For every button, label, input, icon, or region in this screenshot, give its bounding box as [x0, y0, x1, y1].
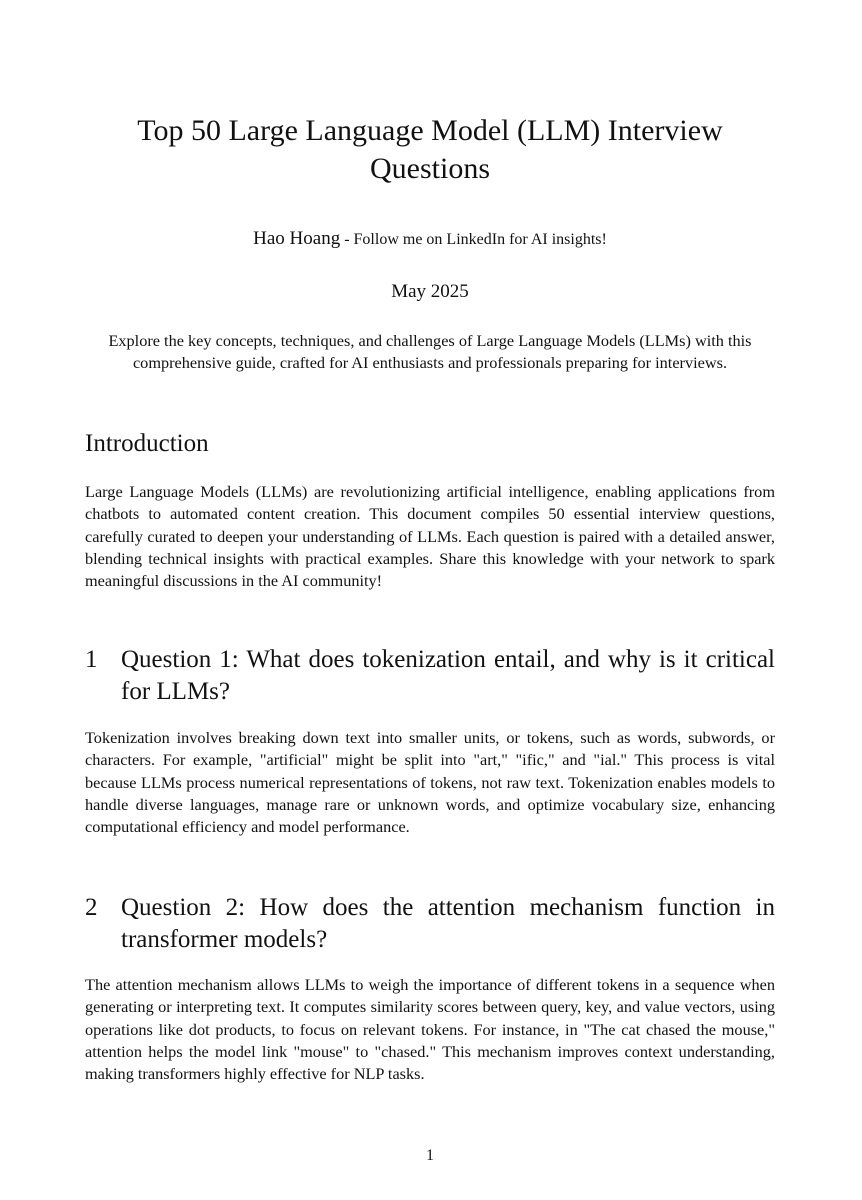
introduction-heading-text: Introduction	[85, 430, 209, 457]
section-body-1: Tokenization involves breaking down text into smaller units, or tokens, such as words, subwords, or characters. For example, "artificial" might be split into "art," "ific," and "ial." This process is vital because LLMs process numerical representations of tokens, not raw text. Tokenization enables models to handle diverse languages, manage rare or unknown words, and optimize vocabulary size, enhancing computational efficiency and model performance.	[85, 728, 775, 837]
author-name: Hao Hoang	[253, 228, 341, 249]
author-separator: -	[340, 231, 354, 248]
section-heading-2	[85, 892, 775, 956]
section-heading-1	[85, 644, 775, 708]
section-body-2: The attention mechanism allows LLMs to weigh the importance of different tokens in a sequence when generating or interpreting text. It computes similarity scores between query, key, and value vectors, using operations like dot products, to focus on relevant tokens. For instance, in "The cat chased the mouse," attention helps the model link "mouse" to "chased." This mechanism improves context understanding, making transformers highly effective for NLP tasks.	[85, 975, 775, 1084]
document-title: Top 50 Large Language Model (LLM) Interview Questions	[137, 114, 723, 185]
section-number: 2	[85, 894, 98, 921]
section-heading-text: Question 1: What does tokenization entail, and why is it critical for LLMs?	[121, 646, 775, 705]
author-line	[85, 228, 775, 250]
section-heading-text: Question 2: How does the attention mechanism function in transformer models?	[121, 894, 775, 953]
page-number: 1	[426, 1147, 434, 1164]
document-date: May 2025	[391, 281, 469, 302]
section-number: 1	[85, 646, 98, 673]
author-tagline: Follow me on LinkedIn for AI insights!	[353, 231, 607, 248]
abstract: Explore the key concepts, techniques, and challenges of Large Language Models (LLMs) with this comprehensive guide, crafted for AI enthusiasts and professionals preparing for interviews.	[108, 331, 752, 372]
introduction-heading	[85, 428, 775, 460]
introduction-body: Large Language Models (LLMs) are revolutionizing artificial intelligence, enabling applications from chatbots to automated content creation. This document compiles 50 essential interview questions, carefully curated to deepen your understanding of LLMs. Each question is paired with a detailed answer, blending technical insights with practical examples. Share this knowledge with your network to spark meaningful discussions in the AI community!	[85, 482, 775, 591]
